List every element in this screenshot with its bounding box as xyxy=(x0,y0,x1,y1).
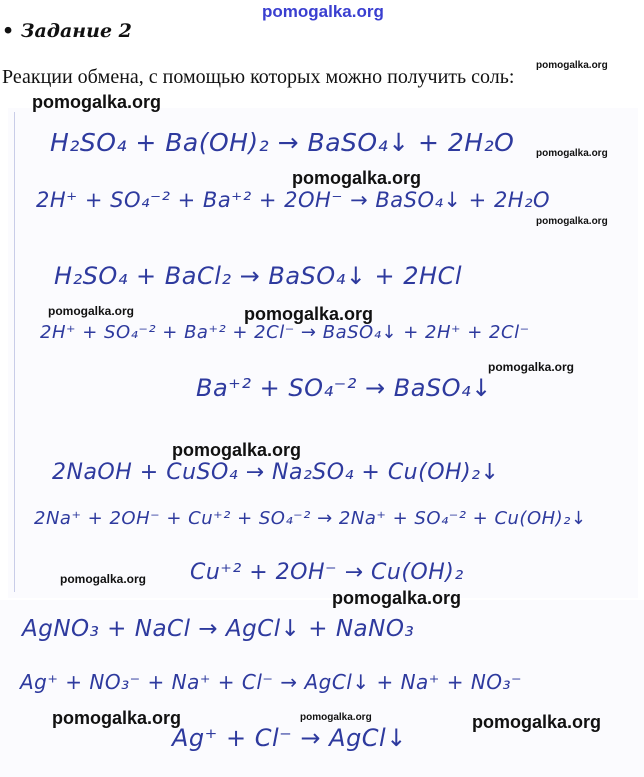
equation-r1-molecular: H₂SO₄ + Ba(OH)₂ → BaSO₄↓ + 2H₂O xyxy=(50,128,515,157)
watermark-small: pomogalka.org xyxy=(48,304,135,318)
watermark-top[interactable]: pomogalka.org xyxy=(262,2,384,21)
watermark-large: pomogalka.org xyxy=(472,712,602,732)
equation-r2-ionic-full: 2H⁺ + SO₄⁻² + Ba⁺² + 2Cl⁻ → BaSO₄↓ + 2H⁺ + 2Cl⁻ xyxy=(40,322,530,343)
equation-r4-ionic-full: Ag⁺ + NO₃⁻ + Na⁺ + Cl⁻ → AgCl↓ + Na⁺ + NO₃⁻ xyxy=(20,670,523,694)
equation-r4-molecular: AgNO₃ + NaCl → AgCl↓ + NaNO₃ xyxy=(22,616,415,642)
equation-r2-molecular: H₂SO₄ + BaCl₂ → BaSO₄↓ + 2HCl xyxy=(54,262,463,290)
watermark-large: pomogalka.org xyxy=(52,708,182,728)
watermark-large: pomogalka.org xyxy=(172,440,302,460)
equation-r3-molecular: 2NaOH + CuSO₄ → Na₂SO₄ + Cu(OH)₂↓ xyxy=(52,460,500,485)
task-title: • Задание 2 xyxy=(2,20,132,42)
watermark-small: pomogalka.org xyxy=(536,216,608,227)
watermark-small: pomogalka.org xyxy=(536,60,608,71)
task-lead-text: Реакции обмена, с помощью которых можно получить соль: xyxy=(2,66,515,88)
watermark-large: pomogalka.org xyxy=(332,588,462,608)
watermark-small: pomogalka.org xyxy=(60,572,147,586)
watermark-large: pomogalka.org xyxy=(244,304,374,324)
equation-r1-ionic-full: 2H⁺ + SO₄⁻² + Ba⁺² + 2OH⁻ → BaSO₄↓ + 2H₂O xyxy=(36,188,551,212)
watermark-large: pomogalka.org xyxy=(32,92,162,112)
equation-r3-ionic-short: Cu⁺² + 2OH⁻ → Cu(OH)₂ xyxy=(190,560,464,585)
equation-r2-ionic-short: Ba⁺² + SO₄⁻² → BaSO₄↓ xyxy=(196,374,492,402)
equation-r3-ionic-full: 2Na⁺ + 2OH⁻ + Cu⁺² + SO₄⁻² → 2Na⁺ + SO₄⁻² + Cu(OH)₂↓ xyxy=(34,508,587,529)
equation-r4-ionic-short: Ag⁺ + Cl⁻ → AgCl↓ xyxy=(172,724,407,752)
watermark-large: pomogalka.org xyxy=(292,168,422,188)
margin-line xyxy=(14,112,15,592)
watermark-small: pomogalka.org xyxy=(300,712,372,723)
watermark-small: pomogalka.org xyxy=(536,148,608,159)
watermark-small: pomogalka.org xyxy=(488,360,575,374)
